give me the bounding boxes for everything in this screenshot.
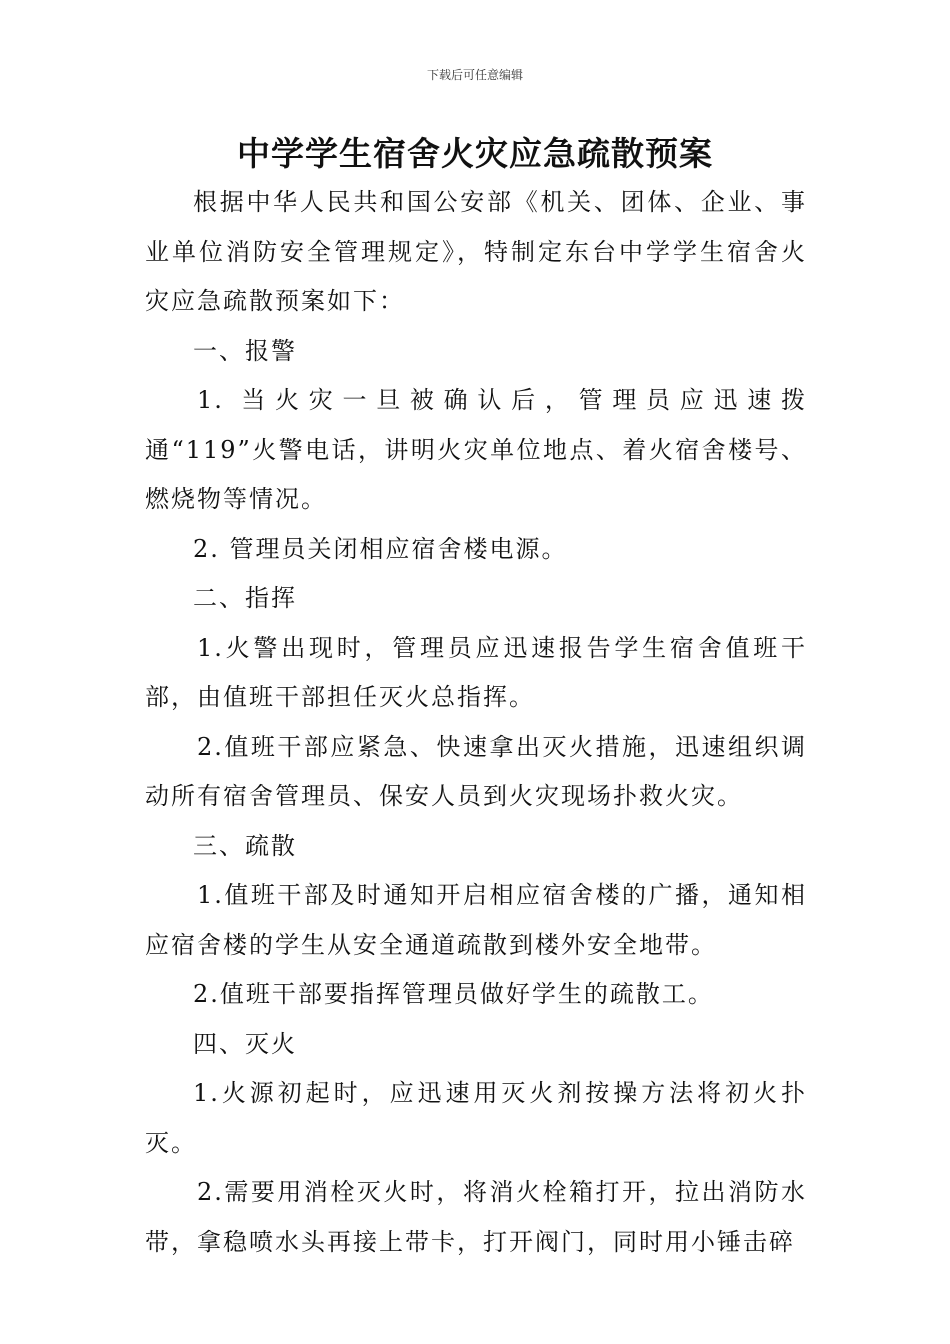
- document-title: 中学学生宿舍火灾应急疏散预案: [237, 134, 713, 173]
- section-heading-alarm: 一、报警: [193, 336, 297, 365]
- header-note: 下载后可任意编辑: [426, 68, 523, 82]
- paragraph-command-1: 1.火警出现时，管理员应迅速报告学生宿舍值班干部，由值班干部担任灭火总指挥。: [145, 633, 807, 711]
- paragraph-command-2: 2.值班干部应紧急、快速拿出灭火措施，迅速组织调动所有宿舍管理员、保安人员到火灾现场扑救火灾。: [145, 732, 807, 810]
- section-heading-evacuation: 三、疏散: [193, 831, 297, 860]
- paragraph-firefighting-1: 1.火源初起时，应迅速用灭火剂按操方法将初火扑灭。: [145, 1079, 807, 1157]
- paragraph-firefighting-2: 2.需要用消栓灭火时，将消火栓箱打开，拉出消防水带，拿稳喷水头再接上带卡，打开阀门，同时用小锤击碎: [145, 1178, 807, 1256]
- paragraph-evacuation-1: 1.值班干部及时通知开启相应宿舍楼的广播，通知相应宿舍楼的学生从安全通道疏散到楼外安全地带。: [145, 881, 807, 959]
- section-heading-firefighting: 四、灭火: [193, 1029, 297, 1058]
- section-heading-command: 二、指挥: [193, 584, 297, 612]
- paragraph-alarm-1: 1. 当火灾一旦被确认后，管理员应迅速拨通“119”火警电话，讲明火灾单位地点、着火宿舍楼号、燃烧物等情况。: [145, 386, 807, 513]
- paragraph-alarm-2: 2. 管理员关闭相应宿舍楼电源。: [193, 534, 568, 563]
- document-body: [145, 178, 807, 1267]
- paragraph-evacuation-2: 2.值班干部要指挥管理员做好学生的疏散工。: [193, 980, 714, 1008]
- intro-paragraph: 根据中华人民共和国公安部《机关、团体、企业、事业单位消防安全管理规定》，特制定东台中学学生宿舍火灾应急疏散预案如下：: [145, 188, 807, 315]
